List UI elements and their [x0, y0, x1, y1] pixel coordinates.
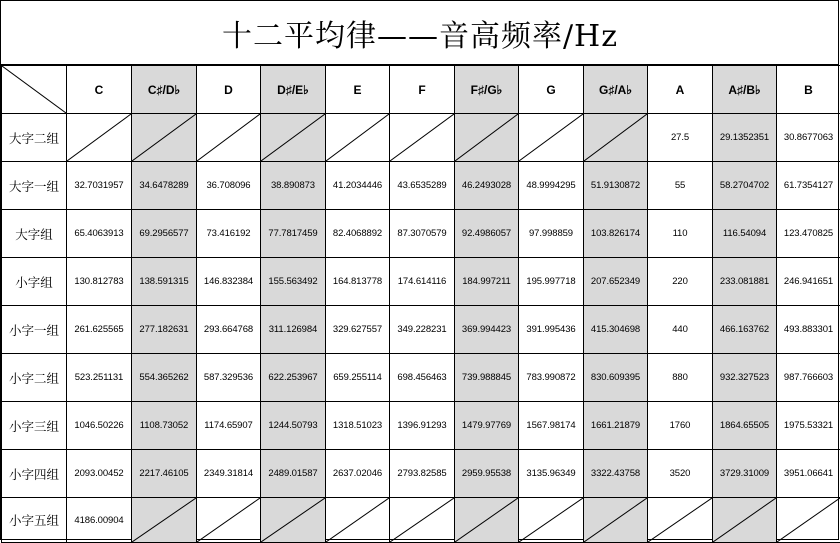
- octave-row: [2, 114, 840, 162]
- frequency-cell: 1318.51023: [326, 402, 390, 450]
- empty-cell-diagonal: [455, 498, 518, 542]
- frequency-cell: 3322.43758: [584, 450, 648, 498]
- frequency-cell: 1864.65505: [713, 402, 777, 450]
- frequency-cell: 184.997211: [455, 258, 519, 306]
- frequency-cell: 123.470825: [777, 210, 840, 258]
- frequency-cell: 391.995436: [519, 306, 584, 354]
- empty-cell: [390, 498, 455, 543]
- frequency-cell: 932.327523: [713, 354, 777, 402]
- empty-cell-diagonal: [67, 114, 131, 161]
- frequency-cell: 77.7817459: [261, 210, 326, 258]
- frequency-table: [1, 65, 840, 543]
- frequency-cell: 55: [648, 162, 713, 210]
- frequency-cell: 155.563492: [261, 258, 326, 306]
- frequency-cell: 61.7354127: [777, 162, 840, 210]
- frequency-cell: 1108.73052: [132, 402, 197, 450]
- octave-label: 小字组: [2, 258, 67, 306]
- frequency-cell: 1975.53321: [777, 402, 840, 450]
- frequency-cell: 659.255114: [326, 354, 390, 402]
- empty-cell-diagonal: [261, 114, 325, 161]
- note-header: G♯/A♭: [584, 66, 648, 114]
- frequency-cell: 34.6478289: [132, 162, 197, 210]
- frequency-cell: 1567.98174: [519, 402, 584, 450]
- empty-cell: [326, 498, 390, 543]
- frequency-cell: 82.4068892: [326, 210, 390, 258]
- frequency-cell: 2793.82585: [390, 450, 455, 498]
- empty-cell-diagonal: [132, 114, 196, 161]
- empty-cell: [197, 498, 261, 543]
- frequency-cell: 2217.46105: [132, 450, 197, 498]
- frequency-cell: 466.163762: [713, 306, 777, 354]
- frequency-cell: 138.591315: [132, 258, 197, 306]
- empty-cell-diagonal: [197, 114, 260, 161]
- empty-cell-diagonal: [713, 498, 776, 542]
- frequency-cell: 3135.96349: [519, 450, 584, 498]
- empty-cell: [455, 498, 519, 543]
- frequency-cell: 587.329536: [197, 354, 261, 402]
- octave-label: 小字五组: [2, 498, 67, 543]
- frequency-cell: 4186.00904: [67, 498, 132, 543]
- octave-row: [2, 306, 840, 354]
- frequency-cell: 329.627557: [326, 306, 390, 354]
- frequency-cell: 174.614116: [390, 258, 455, 306]
- corner-cell: [2, 66, 67, 114]
- empty-cell: [261, 114, 326, 162]
- empty-cell: [67, 114, 132, 162]
- frequency-cell: 830.609395: [584, 354, 648, 402]
- frequency-cell: 65.4063913: [67, 210, 132, 258]
- empty-cell-diagonal: [455, 114, 518, 161]
- frequency-cell: 2489.01587: [261, 450, 326, 498]
- octave-row: [2, 258, 840, 306]
- empty-cell-diagonal: [519, 114, 583, 161]
- empty-cell: [455, 114, 519, 162]
- frequency-cell: 261.625565: [67, 306, 132, 354]
- note-header: D♯/E♭: [261, 66, 326, 114]
- note-header: D: [197, 66, 261, 114]
- empty-cell-diagonal: [326, 498, 389, 542]
- frequency-cell: 27.5: [648, 114, 713, 162]
- frequency-cell: 1046.50226: [67, 402, 132, 450]
- frequency-cell: 2349.31814: [197, 450, 261, 498]
- frequency-cell: 2637.02046: [326, 450, 390, 498]
- frequency-cell: 38.890873: [261, 162, 326, 210]
- frequency-cell: 523.251131: [67, 354, 132, 402]
- frequency-cell: 48.9994295: [519, 162, 584, 210]
- frequency-cell: 369.994423: [455, 306, 519, 354]
- corner-diagonal-line: [2, 66, 66, 113]
- note-header: C: [67, 66, 132, 114]
- octave-label: 大字组: [2, 210, 67, 258]
- empty-cell-diagonal: [261, 498, 325, 542]
- frequency-cell: 987.766603: [777, 354, 840, 402]
- frequency-cell: 3520: [648, 450, 713, 498]
- note-header: C♯/D♭: [132, 66, 197, 114]
- frequency-cell: 1661.21879: [584, 402, 648, 450]
- frequency-cell: 277.182631: [132, 306, 197, 354]
- frequency-cell: 3729.31009: [713, 450, 777, 498]
- empty-cell: [326, 114, 390, 162]
- frequency-cell: 130.812783: [67, 258, 132, 306]
- frequency-cell: 698.456463: [390, 354, 455, 402]
- frequency-cell: 69.2956577: [132, 210, 197, 258]
- frequency-cell: 46.2493028: [455, 162, 519, 210]
- empty-cell-diagonal: [390, 114, 454, 161]
- empty-cell: [584, 114, 648, 162]
- frequency-cell: 415.304698: [584, 306, 648, 354]
- octave-row: [2, 450, 840, 498]
- empty-cell-diagonal: [584, 114, 647, 161]
- empty-cell-diagonal: [584, 498, 647, 542]
- frequency-cell: 36.708096: [197, 162, 261, 210]
- frequency-cell: 220: [648, 258, 713, 306]
- frequency-cell: 783.990872: [519, 354, 584, 402]
- frequency-cell: 1174.65907: [197, 402, 261, 450]
- page-title: 十二平均律——音高频率/Hz: [1, 1, 839, 65]
- frequency-cell: 58.2704702: [713, 162, 777, 210]
- note-header: E: [326, 66, 390, 114]
- frequency-cell: 233.081881: [713, 258, 777, 306]
- octave-row: [2, 162, 840, 210]
- octave-row: [2, 210, 840, 258]
- frequency-cell: 493.883301: [777, 306, 840, 354]
- empty-cell-diagonal: [648, 498, 712, 542]
- empty-cell: [519, 498, 584, 543]
- note-header: A♯/B♭: [713, 66, 777, 114]
- note-header: F: [390, 66, 455, 114]
- octave-row: [2, 402, 840, 450]
- frequency-cell: 246.941651: [777, 258, 840, 306]
- octave-row: [2, 498, 840, 543]
- octave-label: 大字二组: [2, 114, 67, 162]
- empty-cell: [777, 498, 840, 543]
- frequency-cell: 349.228231: [390, 306, 455, 354]
- octave-label: 小字一组: [2, 306, 67, 354]
- frequency-cell: 103.826174: [584, 210, 648, 258]
- empty-cell: [261, 498, 326, 543]
- frequency-cell: 1244.50793: [261, 402, 326, 450]
- empty-cell: [584, 498, 648, 543]
- frequency-cell: 2959.95538: [455, 450, 519, 498]
- octave-label: 大字一组: [2, 162, 67, 210]
- frequency-cell: 2093.00452: [67, 450, 132, 498]
- empty-cell-diagonal: [390, 498, 454, 542]
- frequency-cell: 97.998859: [519, 210, 584, 258]
- empty-cell: [390, 114, 455, 162]
- empty-cell-diagonal: [197, 498, 260, 542]
- note-header: A: [648, 66, 713, 114]
- frequency-cell: 554.365262: [132, 354, 197, 402]
- frequency-cell: 116.54094: [713, 210, 777, 258]
- empty-cell-diagonal: [326, 114, 389, 161]
- frequency-cell: 164.813778: [326, 258, 390, 306]
- frequency-cell: 880: [648, 354, 713, 402]
- frequency-cell: 87.3070579: [390, 210, 455, 258]
- frequency-cell: 440: [648, 306, 713, 354]
- frequency-cell: 29.1352351: [713, 114, 777, 162]
- frequency-cell: 293.664768: [197, 306, 261, 354]
- octave-label: 小字二组: [2, 354, 67, 402]
- empty-cell-diagonal: [132, 498, 196, 542]
- octave-label: 小字四组: [2, 450, 67, 498]
- note-header: F♯/G♭: [455, 66, 519, 114]
- frequency-cell: 311.126984: [261, 306, 326, 354]
- frequency-cell: 30.8677063: [777, 114, 840, 162]
- frequency-cell: 51.9130872: [584, 162, 648, 210]
- frequency-cell: 73.416192: [197, 210, 261, 258]
- empty-cell: [132, 498, 197, 543]
- empty-cell: [713, 498, 777, 543]
- frequency-cell: 43.6535289: [390, 162, 455, 210]
- frequency-cell: 32.7031957: [67, 162, 132, 210]
- empty-cell: [519, 114, 584, 162]
- octave-row: [2, 354, 840, 402]
- note-header: G: [519, 66, 584, 114]
- note-header: B: [777, 66, 840, 114]
- empty-cell-diagonal: [777, 498, 840, 542]
- empty-cell: [648, 498, 713, 543]
- frequency-cell: 207.652349: [584, 258, 648, 306]
- empty-cell-diagonal: [519, 498, 583, 542]
- frequency-cell: 146.832384: [197, 258, 261, 306]
- frequency-cell: 622.253967: [261, 354, 326, 402]
- header-row: [2, 66, 840, 114]
- frequency-cell: 1396.91293: [390, 402, 455, 450]
- frequency-cell: 1760: [648, 402, 713, 450]
- frequency-cell: 41.2034446: [326, 162, 390, 210]
- frequency-cell: 110: [648, 210, 713, 258]
- empty-cell: [197, 114, 261, 162]
- frequency-cell: 1479.97769: [455, 402, 519, 450]
- empty-cell: [132, 114, 197, 162]
- frequency-cell: 739.988845: [455, 354, 519, 402]
- frequency-cell: 92.4986057: [455, 210, 519, 258]
- octave-label: 小字三组: [2, 402, 67, 450]
- frequency-cell: 3951.06641: [777, 450, 840, 498]
- frequency-cell: 195.997718: [519, 258, 584, 306]
